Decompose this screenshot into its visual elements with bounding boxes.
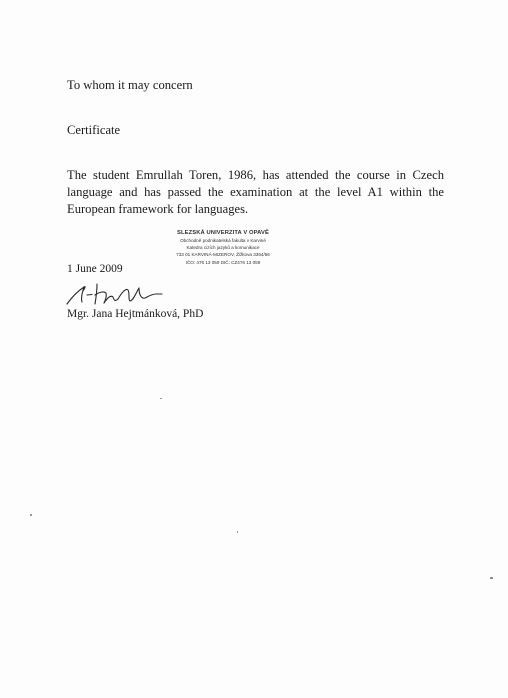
stamp-address: 733 01 KARVINÁ-MIZEROV, Žižkova 3364/56 — [176, 252, 270, 258]
letter-date: 1 June 2009 — [67, 263, 123, 275]
signatory-name: Mgr. Jana Hejtmánková, PhD — [67, 308, 204, 320]
stamp-ids: IČO: 476 13 059 DIČ: CZ476 13 059 — [185, 259, 261, 265]
stamp-department: Katedra cizích jazyků a komunikace — [186, 245, 260, 251]
scan-speck — [160, 398, 162, 399]
stamp-faculty: Obchodně podnikatelská fakulta v Karviné — [180, 238, 266, 243]
certificate-heading: Certificate — [67, 123, 121, 137]
scan-speck — [237, 531, 238, 533]
stamp-institution: SLEZSKÁ UNIVERZITA V OPAVĚ — [177, 230, 269, 236]
salutation: To whom it may concern — [67, 78, 193, 92]
handwritten-signature — [64, 279, 184, 309]
university-stamp — [162, 229, 284, 266]
scan-speck — [30, 514, 32, 516]
scan-speck — [490, 577, 493, 579]
certificate-body: The student Emrullah Toren, 1986, has attended the course in Czech language and has passed the examination at the level A1 within the European framework for languages. — [67, 168, 444, 216]
